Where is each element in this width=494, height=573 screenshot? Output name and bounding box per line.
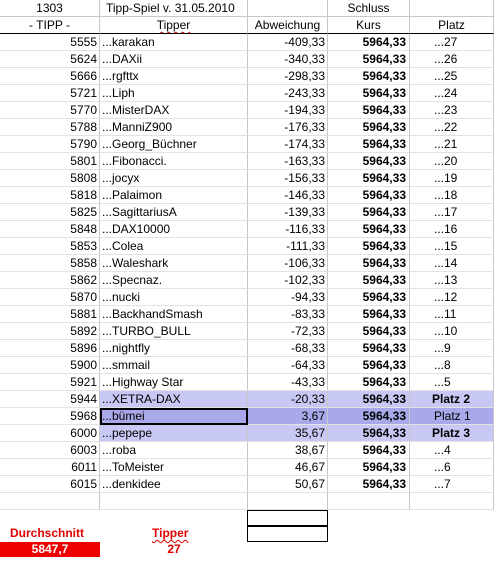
abweichung-cell[interactable]: 3,67 bbox=[248, 408, 328, 425]
platz-cell[interactable]: ...9 bbox=[410, 340, 494, 357]
tipper-name-cell[interactable]: ...ManniZ900 bbox=[100, 119, 248, 136]
abweichung-cell[interactable]: -94,33 bbox=[248, 289, 328, 306]
tipp-cell[interactable]: 5666 bbox=[0, 68, 100, 85]
tipp-cell[interactable]: 5900 bbox=[0, 357, 100, 374]
platz-cell[interactable]: ...23 bbox=[410, 102, 494, 119]
header-dev-cell[interactable] bbox=[248, 0, 328, 17]
tipp-cell[interactable]: 5770 bbox=[0, 102, 100, 119]
tipp-cell[interactable]: 5892 bbox=[0, 323, 100, 340]
tipper-name-cell[interactable]: ...XETRA-DAX bbox=[100, 391, 248, 408]
header-tipper-cell[interactable]: Tipper bbox=[100, 17, 248, 34]
tipper-name-cell[interactable]: ...ToMeister bbox=[100, 459, 248, 476]
table-row bbox=[0, 136, 494, 153]
platz-cell[interactable]: ...20 bbox=[410, 153, 494, 170]
table-row bbox=[0, 425, 494, 442]
tipp-cell[interactable]: 5921 bbox=[0, 374, 100, 391]
tipper-name-cell[interactable]: ...nightfly bbox=[100, 340, 248, 357]
kurs-cell[interactable]: 5964,33 bbox=[328, 153, 410, 170]
abweichung-cell[interactable]: -163,33 bbox=[248, 153, 328, 170]
table-row bbox=[0, 153, 494, 170]
abweichung-cell[interactable]: -106,33 bbox=[248, 255, 328, 272]
platz-cell[interactable]: ...6 bbox=[410, 459, 494, 476]
tipp-cell[interactable]: 5870 bbox=[0, 289, 100, 306]
tipper-name-cell[interactable]: ...Waleshark bbox=[100, 255, 248, 272]
kurs-cell[interactable]: 5964,33 bbox=[328, 476, 410, 493]
abweichung-cell[interactable]: -116,33 bbox=[248, 221, 328, 238]
abweichung-cell[interactable]: 50,67 bbox=[248, 476, 328, 493]
platz-cell[interactable]: Platz 2 bbox=[410, 391, 494, 408]
tipper-name-cell[interactable]: ...SagittariusA bbox=[100, 204, 248, 221]
kurs-cell[interactable]: 5964,33 bbox=[328, 357, 410, 374]
empty-box-cell[interactable] bbox=[247, 510, 328, 526]
abweichung-cell[interactable]: -43,33 bbox=[248, 374, 328, 391]
kurs-cell[interactable]: 5964,33 bbox=[328, 51, 410, 68]
kurs-cell[interactable]: 5964,33 bbox=[328, 289, 410, 306]
tipp-cell[interactable]: 5801 bbox=[0, 153, 100, 170]
empty-box-cell[interactable] bbox=[247, 526, 328, 542]
platz-cell[interactable]: ...7 bbox=[410, 476, 494, 493]
platz-cell[interactable]: ...8 bbox=[410, 357, 494, 374]
tipper-name-cell[interactable]: ...Georg_Büchner bbox=[100, 136, 248, 153]
tipp-cell[interactable]: 5858 bbox=[0, 255, 100, 272]
abweichung-cell[interactable]: 38,67 bbox=[248, 442, 328, 459]
abweichung-cell[interactable]: -139,33 bbox=[248, 204, 328, 221]
header-title-cell[interactable]: Tipp-Spiel v. 31.05.2010 bbox=[100, 0, 248, 17]
platz-cell[interactable]: ...21 bbox=[410, 136, 494, 153]
platz-cell[interactable]: ...10 bbox=[410, 323, 494, 340]
tipp-cell[interactable]: 5624 bbox=[0, 51, 100, 68]
abweichung-cell[interactable]: -83,33 bbox=[248, 306, 328, 323]
table-row bbox=[0, 255, 494, 272]
tipper-name-cell[interactable]: ...Colea bbox=[100, 238, 248, 255]
table-row bbox=[0, 51, 494, 68]
tipp-cell[interactable]: 5825 bbox=[0, 204, 100, 221]
table-row bbox=[0, 204, 494, 221]
table-row bbox=[0, 34, 494, 51]
kurs-cell[interactable]: 5964,33 bbox=[328, 136, 410, 153]
tipp-cell[interactable]: 5862 bbox=[0, 272, 100, 289]
table-row bbox=[0, 391, 494, 408]
table-row bbox=[0, 459, 494, 476]
kurs-cell[interactable]: 5964,33 bbox=[328, 238, 410, 255]
blank-row bbox=[0, 493, 494, 510]
header-platz-cell[interactable]: Platz bbox=[410, 17, 494, 34]
table-row bbox=[0, 323, 494, 340]
abweichung-cell[interactable]: -111,33 bbox=[248, 238, 328, 255]
table-row bbox=[0, 238, 494, 255]
platz-cell[interactable]: ...11 bbox=[410, 306, 494, 323]
tipper-name-cell[interactable]: ...Highway Star bbox=[100, 374, 248, 391]
platz-cell[interactable]: ...19 bbox=[410, 170, 494, 187]
tipp-cell[interactable]: 5555 bbox=[0, 34, 100, 51]
tipper-name-cell[interactable]: ...jocyx bbox=[100, 170, 248, 187]
tipper-count-value-cell[interactable]: 27 bbox=[167, 542, 181, 556]
kurs-cell[interactable]: 5964,33 bbox=[328, 34, 410, 51]
tipper-name-cell[interactable]: ...MisterDAX bbox=[100, 102, 248, 119]
kurs-cell[interactable]: 5964,33 bbox=[328, 323, 410, 340]
platz-cell[interactable]: ...13 bbox=[410, 272, 494, 289]
table-row bbox=[0, 85, 494, 102]
abweichung-cell[interactable]: 46,67 bbox=[248, 459, 328, 476]
abweichung-cell[interactable]: -409,33 bbox=[248, 34, 328, 51]
kurs-cell[interactable]: 5964,33 bbox=[328, 221, 410, 238]
abweichung-cell[interactable]: -298,33 bbox=[248, 68, 328, 85]
kurs-cell[interactable]: 5964,33 bbox=[328, 306, 410, 323]
tipper-name-cell[interactable]: ...Palaimon bbox=[100, 187, 248, 204]
table-row bbox=[0, 221, 494, 238]
platz-cell[interactable]: ...14 bbox=[410, 255, 494, 272]
tipp-cell[interactable]: 6003 bbox=[0, 442, 100, 459]
table-row bbox=[0, 68, 494, 85]
blank-cell[interactable] bbox=[410, 493, 494, 510]
tipp-cell[interactable]: 5881 bbox=[0, 306, 100, 323]
table-row bbox=[0, 170, 494, 187]
average-label: Durchschnitt bbox=[10, 526, 85, 540]
kurs-cell[interactable]: 5964,33 bbox=[328, 459, 410, 476]
tipp-cell[interactable]: 5944 bbox=[0, 391, 100, 408]
abweichung-cell[interactable]: -146,33 bbox=[248, 187, 328, 204]
kurs-cell[interactable]: 5964,33 bbox=[328, 85, 410, 102]
header-kurs-cell[interactable]: Kurs bbox=[328, 17, 410, 34]
abweichung-cell[interactable]: -340,33 bbox=[248, 51, 328, 68]
kurs-cell[interactable]: 5964,33 bbox=[328, 391, 410, 408]
platz-cell[interactable]: ...16 bbox=[410, 221, 494, 238]
abweichung-cell[interactable]: -174,33 bbox=[248, 136, 328, 153]
tipp-cell[interactable]: 5853 bbox=[0, 238, 100, 255]
table-row bbox=[0, 408, 494, 425]
abweichung-cell[interactable]: 35,67 bbox=[248, 425, 328, 442]
abweichung-cell[interactable]: -156,33 bbox=[248, 170, 328, 187]
abweichung-cell[interactable]: -243,33 bbox=[248, 85, 328, 102]
table-row bbox=[0, 272, 494, 289]
platz-cell[interactable]: ...27 bbox=[410, 34, 494, 51]
header-id-cell[interactable]: 1303 bbox=[0, 0, 100, 17]
tipper-name-cell[interactable]: ...TURBO_BULL bbox=[100, 323, 248, 340]
tipp-cell[interactable]: 5818 bbox=[0, 187, 100, 204]
table-row bbox=[0, 476, 494, 493]
platz-cell[interactable]: ...15 bbox=[410, 238, 494, 255]
kurs-cell[interactable]: 5964,33 bbox=[328, 68, 410, 85]
header-tipp-cell[interactable]: - TIPP - bbox=[0, 17, 100, 34]
tipp-cell[interactable]: 5790 bbox=[0, 136, 100, 153]
platz-cell[interactable]: ...5 bbox=[410, 374, 494, 391]
kurs-cell[interactable]: 5964,33 bbox=[328, 425, 410, 442]
kurs-cell[interactable]: 5964,33 bbox=[328, 442, 410, 459]
abweichung-cell[interactable]: -102,33 bbox=[248, 272, 328, 289]
header-kurs-top-cell[interactable]: Schluss bbox=[328, 0, 410, 17]
platz-cell[interactable]: ...17 bbox=[410, 204, 494, 221]
kurs-cell[interactable]: 5964,33 bbox=[328, 340, 410, 357]
tipp-cell[interactable]: 6000 bbox=[0, 425, 100, 442]
tipper-name-cell[interactable]: ...roba bbox=[100, 442, 248, 459]
platz-cell[interactable]: ...26 bbox=[410, 51, 494, 68]
kurs-cell[interactable]: 5964,33 bbox=[328, 272, 410, 289]
tipper-count-label: Tipper bbox=[152, 526, 189, 540]
table-row bbox=[0, 374, 494, 391]
tipp-cell[interactable]: 6015 bbox=[0, 476, 100, 493]
data-rows bbox=[0, 34, 494, 493]
tipp-cell[interactable]: 5896 bbox=[0, 340, 100, 357]
tipper-name-cell[interactable]: ...DAXii bbox=[100, 51, 248, 68]
kurs-cell[interactable]: 5964,33 bbox=[328, 204, 410, 221]
abweichung-cell[interactable]: -20,33 bbox=[248, 391, 328, 408]
tipp-cell[interactable]: 5721 bbox=[0, 85, 100, 102]
tipper-name-cell[interactable]: ...rgfttx bbox=[100, 68, 248, 85]
tipper-name-cell[interactable]: ...karakan bbox=[100, 34, 248, 51]
blank-cell[interactable] bbox=[100, 493, 248, 510]
kurs-cell[interactable]: 5964,33 bbox=[328, 119, 410, 136]
table-row bbox=[0, 289, 494, 306]
header-row-1 bbox=[0, 0, 494, 17]
kurs-cell[interactable]: 5964,33 bbox=[328, 102, 410, 119]
kurs-cell[interactable]: 5964,33 bbox=[328, 187, 410, 204]
tipper-name-cell[interactable]: ...Liph bbox=[100, 85, 248, 102]
tipper-name-cell[interactable]: ...BackhandSmash bbox=[100, 306, 248, 323]
tipp-cell[interactable]: 5808 bbox=[0, 170, 100, 187]
platz-cell[interactable]: ...12 bbox=[410, 289, 494, 306]
kurs-cell[interactable]: 5964,33 bbox=[328, 255, 410, 272]
platz-cell[interactable]: Platz 1 bbox=[410, 408, 494, 425]
tipper-name-cell[interactable]: ...denkidee bbox=[100, 476, 248, 493]
kurs-cell[interactable]: 5964,33 bbox=[328, 374, 410, 391]
platz-cell[interactable]: ...24 bbox=[410, 85, 494, 102]
average-value-cell[interactable]: 5847,7 bbox=[0, 542, 100, 557]
abweichung-cell[interactable]: -64,33 bbox=[248, 357, 328, 374]
platz-cell[interactable]: ...22 bbox=[410, 119, 494, 136]
table-row bbox=[0, 119, 494, 136]
table-row bbox=[0, 102, 494, 119]
platz-cell[interactable]: ...25 bbox=[410, 68, 494, 85]
kurs-cell[interactable]: 5964,33 bbox=[328, 408, 410, 425]
platz-cell[interactable]: ...18 bbox=[410, 187, 494, 204]
tipper-name-cell[interactable]: ...Specnaz. bbox=[100, 272, 248, 289]
tipper-name-cell[interactable]: ...nucki bbox=[100, 289, 248, 306]
tipp-cell[interactable]: 5968 bbox=[0, 408, 100, 425]
abweichung-cell[interactable]: -68,33 bbox=[248, 340, 328, 357]
tipper-name-cell[interactable]: ...pepepe bbox=[100, 425, 248, 442]
blank-cell[interactable] bbox=[248, 493, 328, 510]
header-abweichung-cell[interactable]: Abweichung bbox=[248, 17, 328, 34]
platz-cell[interactable]: ...4 bbox=[410, 442, 494, 459]
tipp-cell[interactable]: 5848 bbox=[0, 221, 100, 238]
blank-cell[interactable] bbox=[328, 493, 410, 510]
header-row-2 bbox=[0, 17, 494, 34]
table-row bbox=[0, 340, 494, 357]
tipper-name-cell[interactable]: ...DAX10000 bbox=[100, 221, 248, 238]
table-row bbox=[0, 187, 494, 204]
tipper-name-cell[interactable]: ...bümei bbox=[100, 408, 248, 425]
abweichung-cell[interactable]: -72,33 bbox=[248, 323, 328, 340]
table-row bbox=[0, 442, 494, 459]
table-row bbox=[0, 306, 494, 323]
header-platz-top-cell[interactable] bbox=[410, 0, 494, 17]
table-row bbox=[0, 357, 494, 374]
tipper-name-cell[interactable]: ...smmail bbox=[100, 357, 248, 374]
abweichung-cell[interactable]: -176,33 bbox=[248, 119, 328, 136]
abweichung-cell[interactable]: -194,33 bbox=[248, 102, 328, 119]
platz-cell[interactable]: Platz 3 bbox=[410, 425, 494, 442]
tipp-cell[interactable]: 5788 bbox=[0, 119, 100, 136]
tipper-name-cell[interactable]: ...Fibonacci. bbox=[100, 153, 248, 170]
blank-cell[interactable] bbox=[0, 493, 100, 510]
kurs-cell[interactable]: 5964,33 bbox=[328, 170, 410, 187]
tipp-cell[interactable]: 6011 bbox=[0, 459, 100, 476]
